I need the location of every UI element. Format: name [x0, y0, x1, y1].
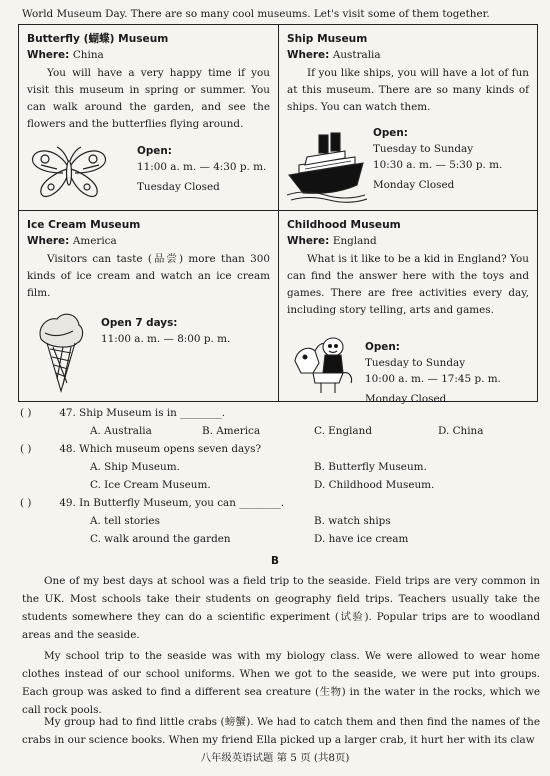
- childhood-museum-title: Childhood Museum: [287, 219, 401, 231]
- childhood-museum-card: [279, 211, 537, 405]
- butterfly-museum-description: You will have a very happy time if you visit this museum in spring or summer. You can walk around the garden, and see the flowers and the butterflies flying around.: [27, 67, 270, 130]
- childhood-museum-where: [287, 233, 529, 249]
- where-label: Where:: [27, 235, 70, 247]
- ice-cream-icon: [33, 309, 87, 393]
- where-label: Where:: [287, 235, 330, 247]
- ship-museum-where: [287, 47, 529, 63]
- opening-days: Tuesday to Sunday: [373, 143, 474, 155]
- icecream-open-info: [101, 315, 230, 347]
- option-b: B. Butterfly Museum.: [314, 461, 427, 473]
- where-value: America: [72, 235, 117, 247]
- butterfly-icon: [27, 143, 109, 203]
- butterfly-museum-where: [27, 47, 270, 63]
- opening-days: Tuesday to Sunday: [365, 357, 466, 369]
- closed-day: Monday Closed: [373, 179, 455, 191]
- where-value: China: [72, 49, 104, 61]
- where-label: Where:: [27, 49, 70, 61]
- passage-paragraph: One of my best days at school was a field trip to the seaside. Field trips are very common in the UK. Most schools take their students on geography field trips. Teachers usually take the students somewhere they can do a scientific experiment (试验). Popular trips are to woodland areas and the seaside.: [22, 575, 540, 641]
- option-d: D. have ice cream: [314, 533, 409, 545]
- question-stem: 49. In Butterfly Museum, you can ________.: [59, 497, 285, 509]
- open-label: Open 7 days:: [101, 317, 178, 329]
- option-b: B. America: [202, 425, 261, 437]
- question-stem: 48. Which museum opens seven days?: [59, 443, 262, 455]
- option-d: D. Childhood Museum.: [314, 479, 435, 491]
- option-a: A. Ship Museum.: [90, 461, 180, 473]
- option-c: C. walk around the garden: [90, 533, 231, 545]
- section-b-heading: B: [271, 555, 279, 567]
- option-d: D. China: [438, 425, 484, 437]
- ship-museum-description: If you like ships, you will have a lot of fun at this museum. There are so many kinds of ships. You can watch them.: [287, 67, 529, 113]
- ship-icon: [285, 123, 367, 203]
- opening-hours: 11:00 a. m. — 4:30 p. m.: [137, 161, 267, 173]
- icecream-museum-title: Ice Cream Museum: [27, 219, 141, 231]
- butterfly-museum-title: Butterfly (蝴蝶) Museum: [27, 33, 169, 45]
- option-c: C. Ice Cream Museum.: [90, 479, 211, 491]
- open-label: Open:: [365, 341, 400, 353]
- answer-blank[interactable]: ( ): [20, 407, 32, 419]
- option-c: C. England: [314, 425, 372, 437]
- opening-hours: 10:00 a. m. — 17:45 p. m.: [365, 373, 501, 385]
- where-label: Where:: [287, 49, 330, 61]
- butterfly-museum-card: [19, 25, 278, 210]
- question-stem: 47. Ship Museum is in ________.: [59, 407, 226, 419]
- childhood-open-info: [365, 339, 501, 407]
- open-label: Open:: [373, 127, 408, 139]
- passage-paragraph: My group had to find little crabs (螃蟹). We had to catch them and then find the names of the crabs in our science books. When my friend Ella picked up a larger crab, it hurt her with its claw: [22, 716, 540, 746]
- museum-grid: [18, 24, 538, 405]
- icecream-museum-card: [19, 211, 278, 401]
- childhood-museum-description: What is it like to be a kid in England? You can find the answer here with the toys and games. There are free activities every day, including story telling, arts and games.: [287, 253, 529, 316]
- icecream-museum-where: [27, 233, 270, 249]
- butterfly-open-info: [137, 143, 266, 195]
- option-a: A. tell stories: [90, 515, 160, 527]
- answer-blank[interactable]: ( ): [20, 497, 32, 509]
- intro-text: World Museum Day. There are so many cool museums. Let's visit some of them together.: [22, 8, 490, 20]
- opening-hours: 11:00 a. m. — 8:00 p. m.: [101, 333, 231, 345]
- option-b: B. watch ships: [314, 515, 391, 527]
- icecream-museum-description: Visitors can taste (品尝) more than 300 kinds of ice cream and watch an ice cream film.: [27, 253, 270, 299]
- passage-paragraph: My school trip to the seaside was with my biology class. We were allowed to wear home clothes instead of our school uniforms. When we got to the seaside, we were put into groups. Each group was asked to find a different sea creature (生物) in the water in the rocks, which we call rock pools.: [22, 650, 540, 716]
- answer-blank[interactable]: ( ): [20, 443, 32, 455]
- option-a: A. Australia: [90, 425, 152, 437]
- closed-day: Tuesday Closed: [137, 181, 220, 193]
- opening-hours: 10:30 a. m. — 5:30 p. m.: [373, 159, 503, 171]
- horse-toy-icon: [285, 333, 357, 395]
- closed-day: Monday Closed: [365, 393, 447, 405]
- ship-museum-title: Ship Museum: [287, 33, 368, 45]
- open-label: Open:: [137, 145, 172, 157]
- where-value: England: [332, 235, 377, 247]
- ship-open-info: [373, 125, 502, 193]
- page-footer: 八年级英语试题 第 5 页 (共8页): [200, 752, 350, 764]
- ship-museum-card: [279, 25, 537, 210]
- where-value: Australia: [332, 49, 381, 61]
